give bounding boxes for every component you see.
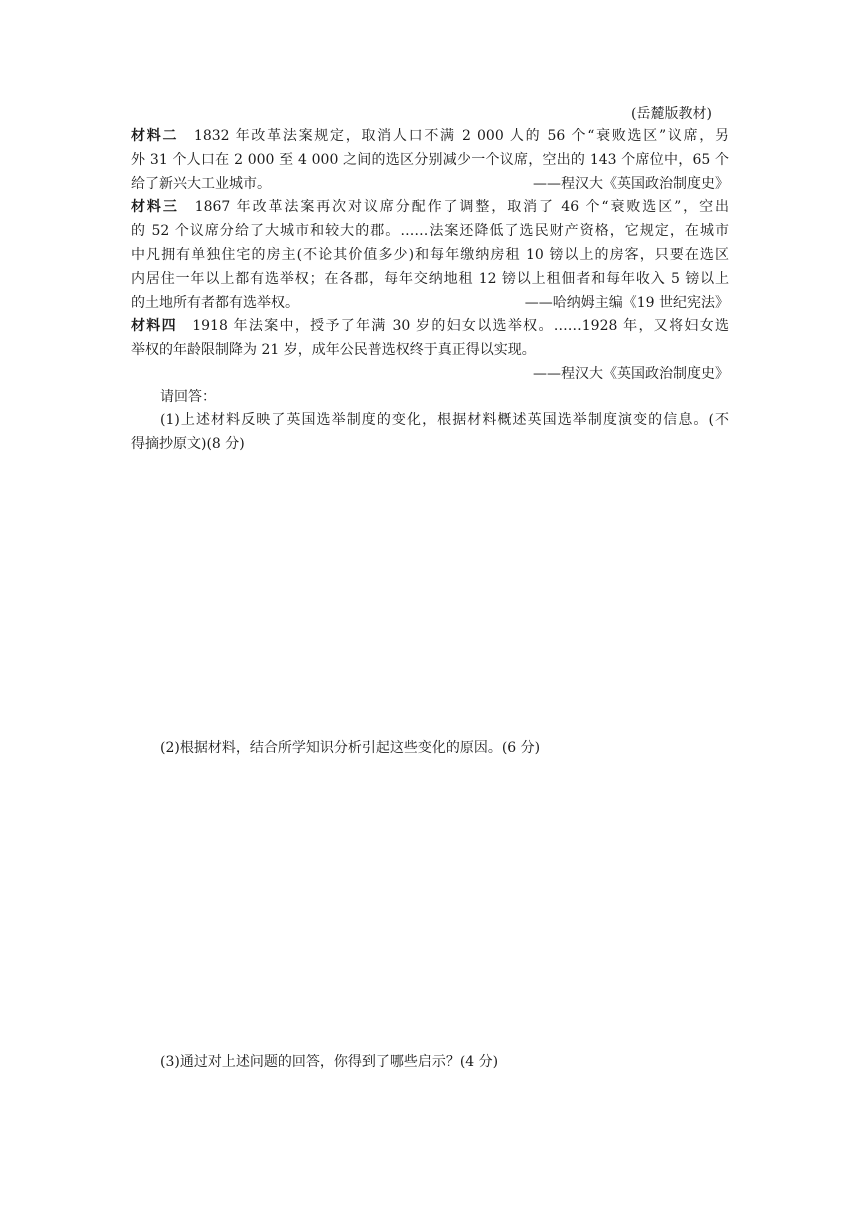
question-3: (3)通过对上述问题的回答，你得到了哪些启示？(4 分) bbox=[160, 1054, 499, 1070]
answer-space-3[interactable] bbox=[131, 1078, 729, 1198]
material4-label: 材料四 bbox=[131, 318, 177, 334]
material2-line3: 给了新兴大工业城市。 bbox=[131, 176, 271, 192]
question-1-line1: (1)上述材料反映了英国选举制度的变化，根据材料概述英国选举制度演变的信息。(不 bbox=[160, 412, 729, 428]
material3-line4: 内居住一年以上都有选举权；在各郡，每年交纳地租 12 镑以上租佃者和每年收入 5 镑以上 bbox=[131, 271, 729, 287]
material2-text-1: 1832 年改革法案规定，取消人口不满 2 000 人的 56 个“衰败选区”议席，另 bbox=[193, 128, 730, 144]
material2-label: 材料二 bbox=[131, 128, 179, 144]
material3-line1 bbox=[131, 197, 729, 217]
material2-citation: ——程汉大《英国政治制度史》 bbox=[533, 176, 729, 192]
material3-line3: 中凡拥有单独住宅的房主(不论其价值多少)和每年缴纳房租 10 镑以上的房客，只要在选区 bbox=[131, 247, 729, 263]
answer-prompt: 请回答： bbox=[160, 389, 216, 405]
material4-citation: ——程汉大《英国政治制度史》 bbox=[533, 366, 729, 382]
source-note: (岳麓版教材) bbox=[631, 106, 712, 122]
material3-line5: 的土地所有者都有选举权。 bbox=[131, 295, 299, 311]
question-2: (2)根据材料，结合所学知识分析引起这些变化的原因。(6 分) bbox=[160, 740, 541, 756]
material3-line2: 的 52 个议席分给了大城市和较大的郡。……法案还降低了选民财产资格，它规定，在城市 bbox=[131, 223, 729, 239]
answer-space-1[interactable] bbox=[131, 460, 729, 730]
material4-line2: 举权的年龄限制降为 21 岁，成年公民普选权终于真正得以实现。 bbox=[131, 342, 536, 358]
material3-label: 材料三 bbox=[131, 199, 179, 215]
question-1-line2: 得摘抄原文)(8 分) bbox=[131, 436, 245, 452]
material2-line1 bbox=[131, 126, 729, 146]
material3-text-1: 1867 年改革法案再次对议席分配作了调整，取消了 46 个“衰败选区”，空出 bbox=[194, 199, 730, 215]
answer-space-2[interactable] bbox=[131, 764, 729, 1044]
material4-text-1: 1918 年法案中，授予了年满 30 岁的妇女以选举权。……1928 年，又将妇女选 bbox=[192, 318, 730, 334]
material4-line1 bbox=[131, 316, 729, 336]
material3-citation: ——哈纳姆主编《19 世纪宪法》 bbox=[524, 295, 729, 311]
material2-line2: 外 31 个人口在 2 000 至 4 000 之间的选区分别减少一个议席，空出的 143 个席位中，65 个 bbox=[131, 152, 729, 168]
